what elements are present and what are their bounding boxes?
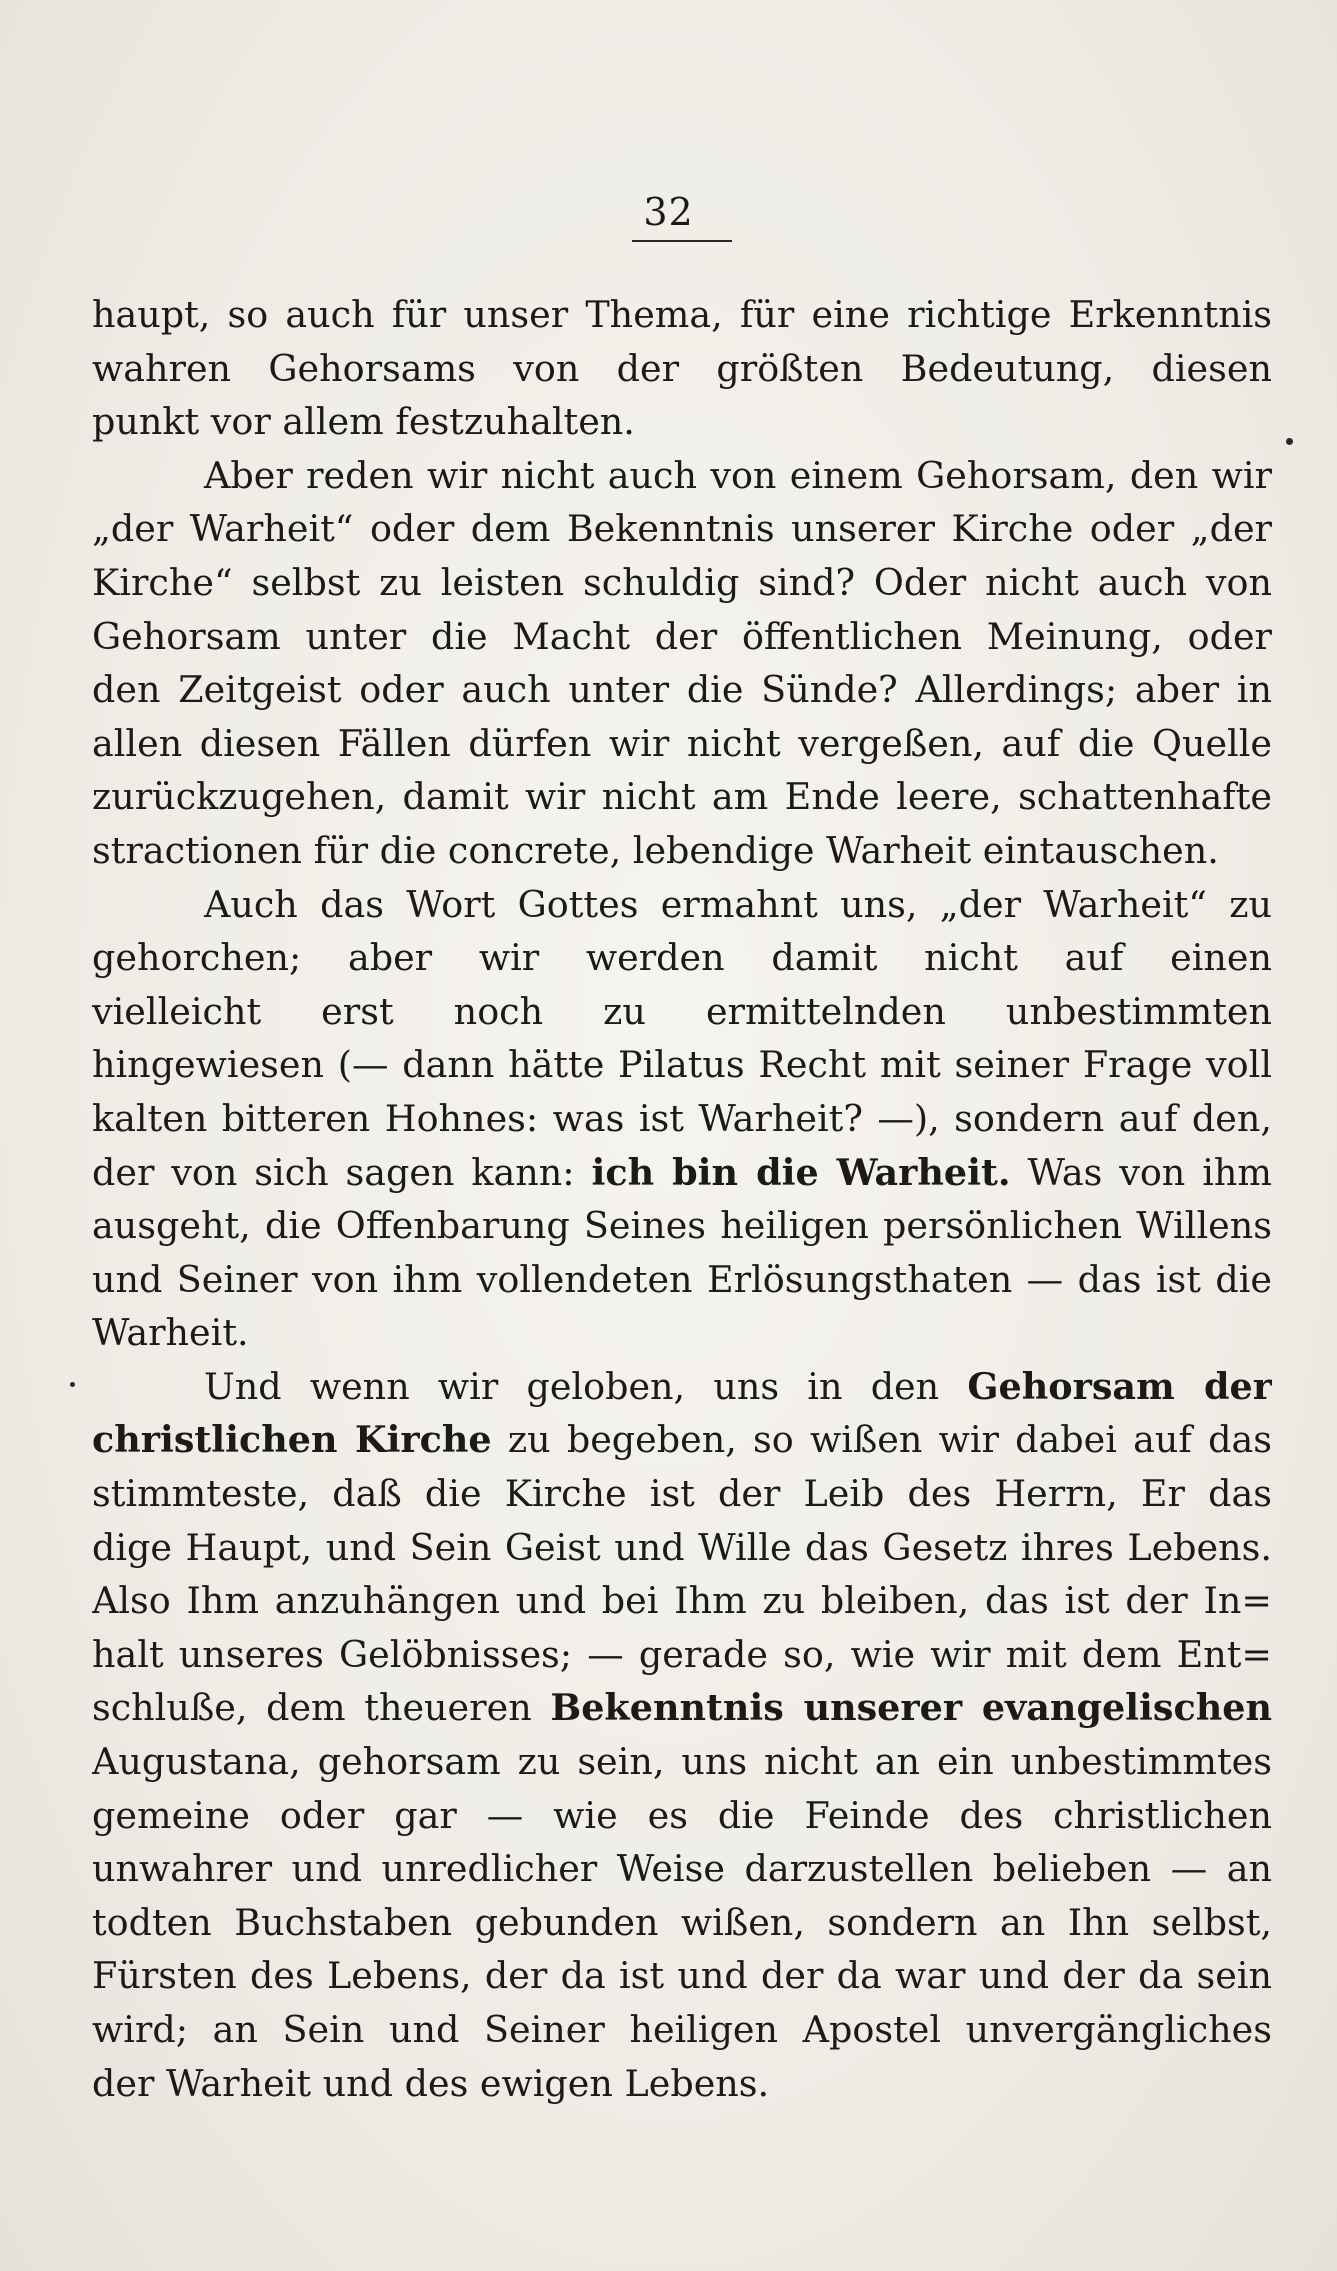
text-line xyxy=(92,1360,1272,1414)
text-segment: schluße, dem theueren xyxy=(92,1686,551,1730)
text-line: wahren Gehorsams von der größten Bedeutung, diesen xyxy=(92,346,1272,390)
ink-speck xyxy=(70,1382,75,1387)
text-line: Also Ihm anzuhängen und bei Ihm zu bleiben, das ist der In= xyxy=(92,1579,1272,1623)
text-line: allen diesen Fällen dürfen wir nicht vergeßen, auf die Quelle xyxy=(92,721,1272,765)
text-line: „der Warheit“ oder dem Bekenntnis unserer Kirche oder „der xyxy=(92,507,1272,551)
emphasized-text: Bekenntnis unserer evangelischen xyxy=(550,1686,1272,1730)
text-segment: zu begeben, so wißen wir dabei auf das xyxy=(507,1418,1272,1462)
ink-speck xyxy=(1286,438,1293,445)
text-line: Kirche“ selbst zu leisten schuldig sind? Oder nicht auch von xyxy=(92,560,1272,604)
text-line: der Warheit und des ewigen Lebens. xyxy=(92,2061,770,2105)
text-line: haupt, so auch für unser Thema, für eine richtige Erkenntnis xyxy=(92,293,1272,336)
text-line: stimmteste, daß die Kirche ist der Leib des Herrn, Er das xyxy=(92,1472,1272,1516)
page-number: 32 xyxy=(643,190,694,234)
text-line: kalten bitteren Hohnes: was ist Warheit? —), sondern auf den, xyxy=(92,1096,1272,1140)
text-line: Aber reden wir nicht auch von einem Gehorsam, den wir xyxy=(204,453,1272,497)
text-line: zurückzugehen, damit wir nicht am Ende leere, schattenhafte xyxy=(92,775,1272,819)
text-line: dige Haupt, und Sein Geist und Wille das Gesetz ihres Lebens. xyxy=(92,1525,1272,1569)
text-line: den Zeitgeist oder auch unter die Sünde? Allerdings; aber in xyxy=(92,668,1272,712)
text-line: Fürsten des Lebens, der da ist und der da war und der da sein xyxy=(92,1954,1272,1998)
text-line: und Seiner von ihm vollendeten Erlösungsthaten — das ist die xyxy=(92,1257,1272,1301)
text-line: todten Buchstaben gebunden wißen, sondern an Ihn selbst, xyxy=(92,1900,1272,1944)
emphasized-text: christlichen Kirche xyxy=(92,1418,492,1462)
emphasized-text: ich bin die Warheit. xyxy=(591,1150,1011,1194)
text-line xyxy=(92,1681,1272,1735)
text-line: stractionen für die concrete, lebendige Warheit eintauschen. xyxy=(92,828,1219,872)
text-line xyxy=(92,1413,1272,1467)
text-line: vielleicht erst noch zu ermittelnden unbestimmten xyxy=(92,989,1272,1033)
text-line: Warheit. xyxy=(92,1311,249,1355)
text-line: gehorchen; aber wir werden damit nicht auf einen xyxy=(92,936,1272,980)
text-line: hingewiesen (— dann hätte Pilatus Recht mit seiner Frage voll xyxy=(92,1043,1272,1087)
text-segment: Und wenn wir geloben, uns in den xyxy=(204,1364,968,1408)
text-segment: der von sich sagen kann: xyxy=(92,1150,592,1194)
text-line: Gehorsam unter die Macht der öffentlichen Meinung, oder xyxy=(92,614,1272,658)
text-line: wird; an Sein und Seiner heiligen Apostel unvergängliches xyxy=(92,2008,1272,2051)
page-number-rule xyxy=(632,240,732,242)
text-line: Auch das Wort Gottes ermahnt uns, „der Warheit“ zu xyxy=(204,882,1272,926)
text-segment: Was von ihm xyxy=(1027,1150,1272,1194)
text-line xyxy=(92,1146,1272,1200)
text-line: unwahrer und unredlicher Weise darzustellen belieben — an xyxy=(92,1847,1272,1891)
body-text xyxy=(92,288,1272,2110)
text-line: gemeine oder gar — wie es die Feinde des christlichen xyxy=(92,1793,1272,1837)
text-line: halt unseres Gelöbnisses; — gerade so, wie wir mit dem Ent= xyxy=(92,1632,1272,1676)
emphasized-text: Gehorsam der xyxy=(967,1364,1272,1408)
text-line: Augustana, gehorsam zu sein, uns nicht an ein unbestimmtes xyxy=(92,1740,1272,1784)
text-line: punkt vor allem festzuhalten. xyxy=(92,400,635,444)
text-line: ausgeht, die Offenbarung Seines heiligen persönlichen Willens xyxy=(92,1204,1272,1248)
